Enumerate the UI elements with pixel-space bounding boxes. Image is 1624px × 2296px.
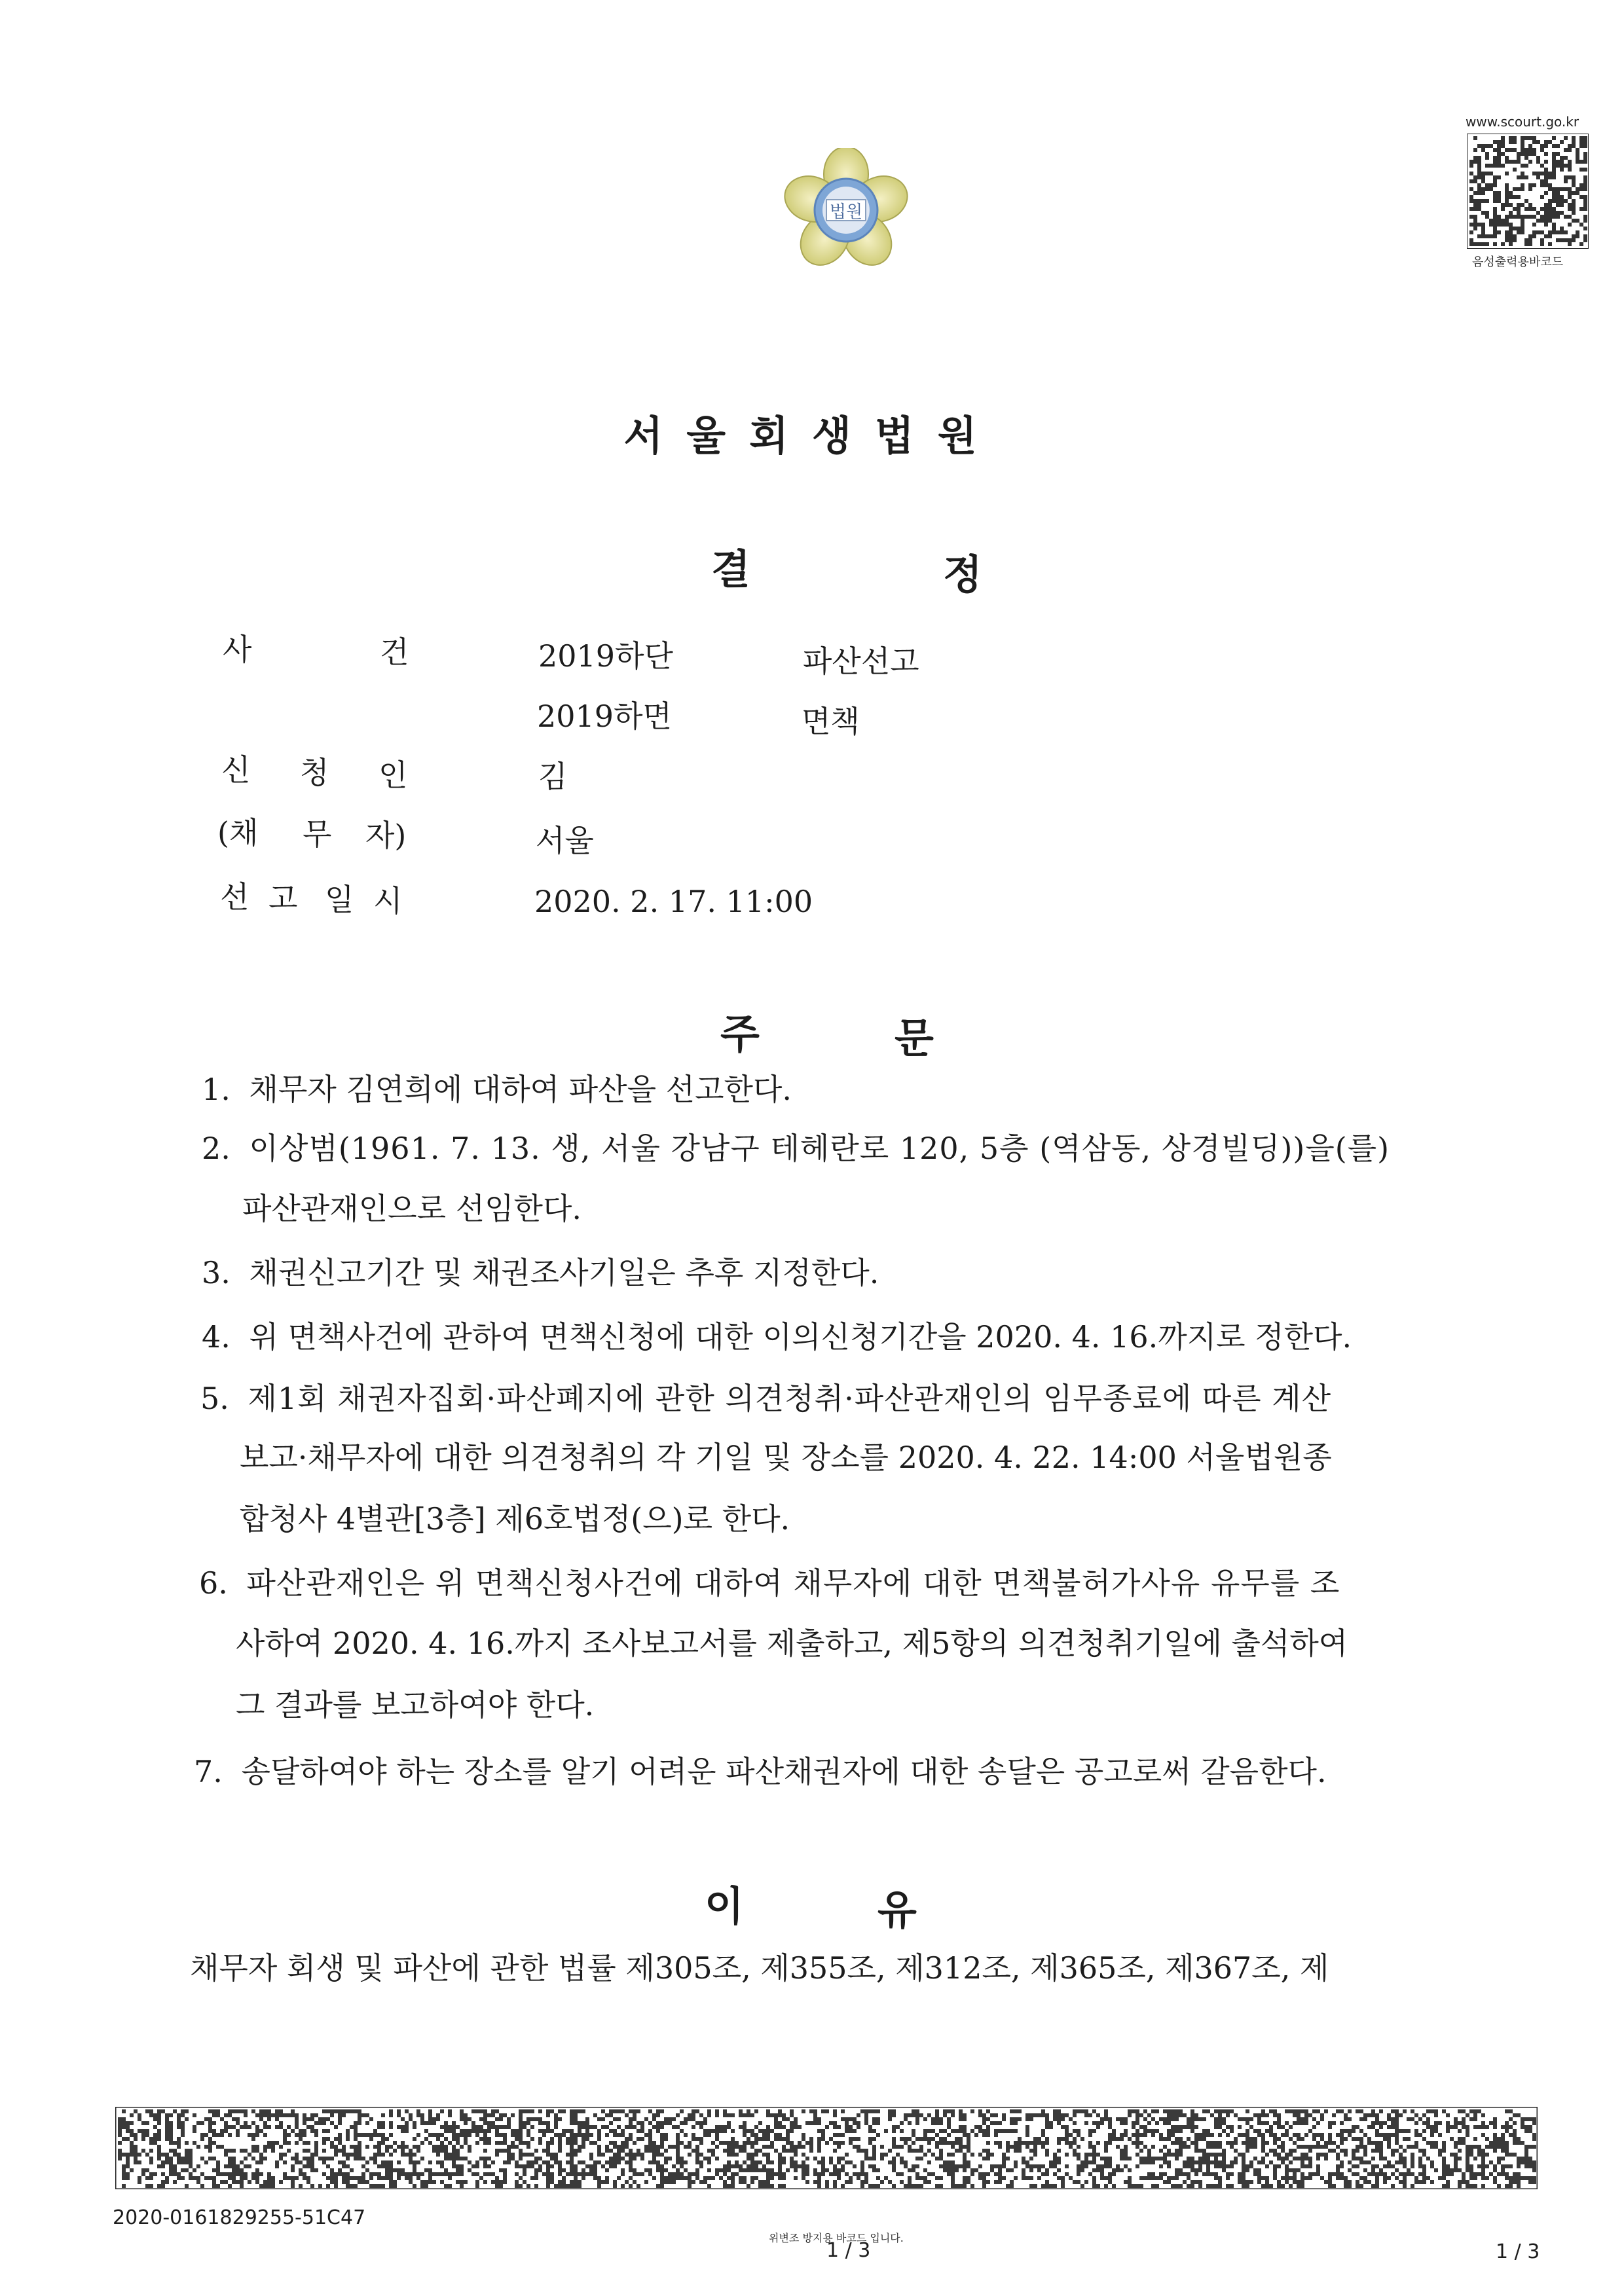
order-item-num: 4. <box>202 1319 231 1355</box>
case-2-type: 면책 <box>802 704 860 739</box>
order-item-text: 위 면책사건에 관하여 면책신청에 대한 이의신청기간을 2020. 4. 16.까지로 정한다. <box>249 1319 1352 1355</box>
reason-title-right: 유 <box>877 1886 917 1934</box>
date-label-3: 일 <box>325 882 354 917</box>
debtor-label-3: 자) <box>365 818 407 853</box>
order-title-right: 문 <box>895 1014 934 1062</box>
order-item-6-cont-1: 사하여 2020. 4. 16.까지 조사보고서를 제출하고, 제5항의 의견청취기일에 출석하여 <box>236 1626 1348 1661</box>
reason-text: 채무자 회생 및 파산에 관한 법률 제305조, 제355조, 제312조, 제365조, 제367조, 제 <box>190 1950 1329 1986</box>
case-2-number: 2019하면 <box>537 699 672 734</box>
debtor-label-2: 무 <box>303 816 332 852</box>
order-item-text: 이상범(1961. 7. 13. 생, 서울 강남구 테헤란로 120, 5층 (역삼동, 상경빌딩))을(를) <box>249 1131 1390 1166</box>
order-item-text: 송달하여야 하는 장소를 알기 어려운 파산채권자에 대한 송달은 공고로써 갈음한다. <box>241 1754 1327 1789</box>
applicant-label-2: 청 <box>300 755 329 790</box>
debtor-label-1: (채 <box>217 815 259 850</box>
order-item-4 <box>202 1313 1352 1360</box>
order-item-5-cont-2: 합청사 4별관[3층] 제6호법정(으)로 한다. <box>240 1501 790 1537</box>
applicant-label-3: 인 <box>378 757 408 793</box>
debtor-value: 서울 <box>536 823 594 858</box>
order-item-num: 2. <box>202 1131 231 1166</box>
order-item-2-cont: 파산관재인으로 선임한다. <box>242 1191 582 1226</box>
reason-title-left: 이 <box>705 1882 744 1930</box>
barcode-note: 위변조 방지용 바코드 입니다. <box>769 2232 904 2244</box>
emblem-label: 법원 <box>829 202 863 222</box>
order-item-text: 채무자 김연희에 대하여 파산을 선고한다. <box>249 1072 792 1107</box>
order-item-text: 제1회 채권자집회·파산폐지에 관한 의견청취·파산관재인의 임무종료에 따른 계산 <box>248 1381 1332 1416</box>
order-item-num: 1. <box>202 1072 231 1107</box>
applicant-value: 김 <box>538 759 568 794</box>
order-item-text: 파산관재인은 위 면책신청사건에 대하여 채무자에 대한 면책불허가사유 유무를 조 <box>246 1565 1340 1601</box>
barcode-id: 2020-0161829255-51C47 <box>113 2206 366 2229</box>
order-item-text: 채권신고기간 및 채권조사기일은 추후 지정한다. <box>249 1255 879 1290</box>
case-1-number: 2019하단 <box>538 638 673 674</box>
order-item-6 <box>199 1559 1340 1607</box>
court-emblem-icon <box>767 148 925 272</box>
qr-caption: 음성출력용바코드 <box>1472 255 1564 269</box>
page-number-center: 1 / 3 <box>826 2239 871 2262</box>
order-item-3 <box>202 1249 879 1296</box>
order-item-2 <box>202 1125 1390 1172</box>
order-item-7 <box>194 1748 1327 1795</box>
anti-forgery-barcode-icon <box>115 2107 1538 2189</box>
date-label-1: 선 <box>220 879 249 915</box>
doc-title-right: 정 <box>943 551 982 598</box>
court-name: 서울회생법원 <box>623 412 1001 460</box>
order-item-1 <box>202 1066 792 1113</box>
case-label-right: 건 <box>380 634 409 670</box>
case-label-left: 사 <box>223 632 252 667</box>
sentence-date: 2020. 2. 17. 11:00 <box>534 884 813 919</box>
qr-code-icon <box>1467 134 1589 249</box>
date-label-4: 시 <box>373 883 403 919</box>
order-item-num: 7. <box>194 1754 223 1789</box>
order-item-5-cont-1: 보고·채무자에 대한 의견청취의 각 기일 및 장소를 2020. 4. 22. 14:00 서울법원종 <box>240 1440 1332 1475</box>
case-1-type: 파산선고 <box>803 644 919 679</box>
date-label-2: 고 <box>268 881 298 916</box>
order-item-5 <box>200 1375 1331 1422</box>
order-item-num: 6. <box>199 1565 228 1601</box>
applicant-label-1: 신 <box>221 752 251 788</box>
doc-title-left: 결 <box>711 545 750 593</box>
order-item-num: 5. <box>200 1381 229 1416</box>
order-item-6-cont-2: 그 결과를 보고하여야 한다. <box>236 1687 595 1722</box>
page-number-right: 1 / 3 <box>1496 2240 1540 2263</box>
order-item-num: 3. <box>202 1255 231 1290</box>
order-title-left: 주 <box>720 1010 760 1058</box>
qr-url-text: www.scourt.go.kr <box>1466 114 1579 130</box>
